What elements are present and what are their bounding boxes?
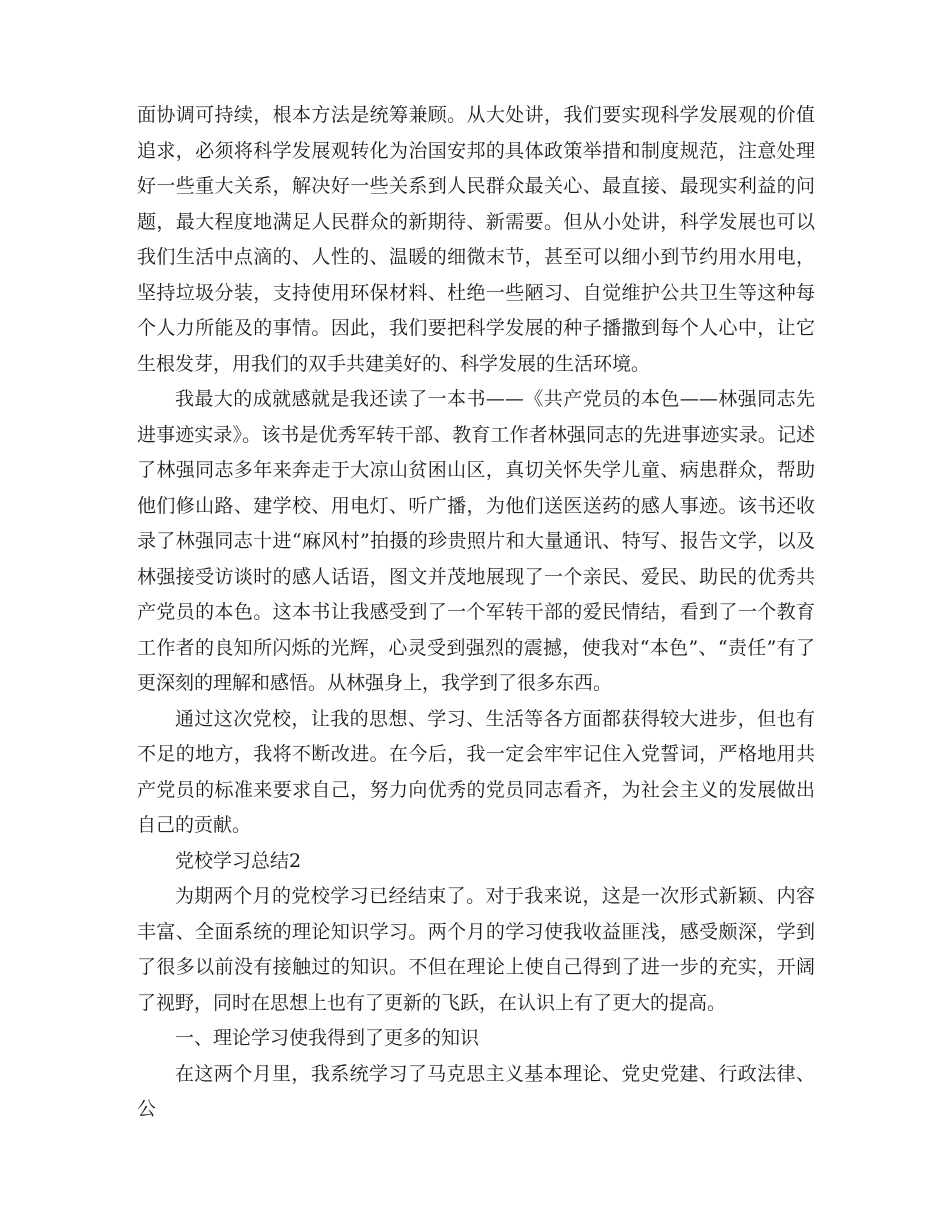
- document-body: [137, 98, 815, 1128]
- paragraph-two-month-study: 为期两个月的党校学习已经结束了。对于我来说，这是一次形式新颖、内容丰富、全面系统的理论知识学习。两个月的学习使我收益匪浅，感受颇深，学到了很多以前没有接触过的知识。不但在理论上使自己得到了进一步的充实，开阔了视野，同时在思想上也有了更新的飞跃，在认识上有了更大的提高。: [137, 885, 815, 1014]
- paragraph-scientific-development: 面协调可持续，根本方法是统筹兼顾。从大处讲，我们要实现科学发展观的价值追求，必须将科学发展观转化为治国安邦的具体政策举措和制度规范，注意处理好一些重大关系，解决好一些关系到人民群众最关心、最直接、最现实利益的问题，最大程度地满足人民群众的新期待、新需要。但从小处讲，科学发展也可以我们生活中点滴的、人性的、温暖的细微末节，甚至可以细小到节约用水用电，坚持垃圾分装，支持使用环保材料、杜绝一些陋习、自觉维护公共卫生等这种每个人力所能及的事情。因此，我们要把科学发展的种子播撒到每个人心中，让它生根发芽，用我们的双手共建美好的、科学发展的生活环境。: [137, 104, 815, 375]
- subheading-theory-study: 一、理论学习使我得到了更多的知识: [175, 1027, 480, 1049]
- paragraph-book-reading: 我最大的成就感就是我还读了一本书——《共产党员的本色——林强同志先进事迹实录》。该书是优秀军转干部、教育工作者林强同志的先进事迹实录。记述了林强同志多年来奔走于大凉山贫困山区，真切关怀失学儿童、病患群众，帮助他们修山路、建学校、用电灯、听广播，为他们送医送药的感人事迹。该书还收录了林强同志十进“麻风村”拍摄的珍贵照片和大量通讯、特写、报告文学，以及林强接受访谈时的感人话语，图文并茂地展现了一个亲民、爱民、助民的优秀共产党员的本色。这本书让我感受到了一个军转干部的爱民情结，看到了一个教育工作者的良知所闪烁的光辉，心灵受到强烈的震撼，使我对“本色”、“责任”有了更深刻的理解和感悟。从林强身上，我学到了很多东西。: [137, 388, 815, 694]
- paragraph-study-topics: 在这两个月里，我系统学习了马克思主义基本理论、党史党建、行政法律、公: [137, 1062, 815, 1120]
- section-title-summary-2: 党校学习总结2: [175, 849, 302, 872]
- paragraph-party-school-progress: 通过这次党校，让我的思想、学习、生活等各方面都获得较大进步，但也有不足的地方，我将不断改进。在今后，我一定会牢牢记住入党誓词，严格地用共产党员的标准来要求自己，努力向优秀的党员同志看齐，为社会主义的发展做出自己的贡献。: [137, 707, 815, 836]
